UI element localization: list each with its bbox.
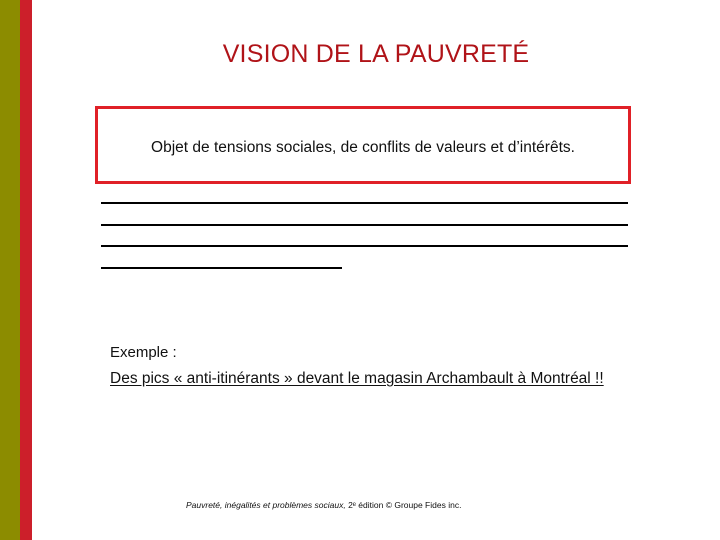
blank-line-1: [101, 202, 628, 204]
definition-text: Objet de tensions sociales, de conflits de valeurs et d’intérêts.: [151, 139, 575, 156]
olive-side-bar: [0, 0, 20, 540]
example-label: Exemple :: [110, 344, 177, 361]
example-text: Des pics « anti-itinérants » devant le magasin Archambault à Montréal !!: [110, 370, 604, 387]
red-side-bar: [20, 0, 32, 540]
footer-edition: 2ᵉ édition © Groupe Fides inc.: [345, 500, 462, 510]
blank-line-2: [101, 224, 628, 226]
blank-line-3: [101, 245, 628, 247]
footer-credit: [186, 500, 461, 510]
footer-book-title: Pauvreté, inégalités et problèmes sociaux,: [186, 500, 346, 510]
slide-title: VISION DE LA PAUVRETÉ: [222, 40, 530, 68]
definition-box: [95, 106, 631, 184]
blank-line-4: [101, 267, 342, 269]
